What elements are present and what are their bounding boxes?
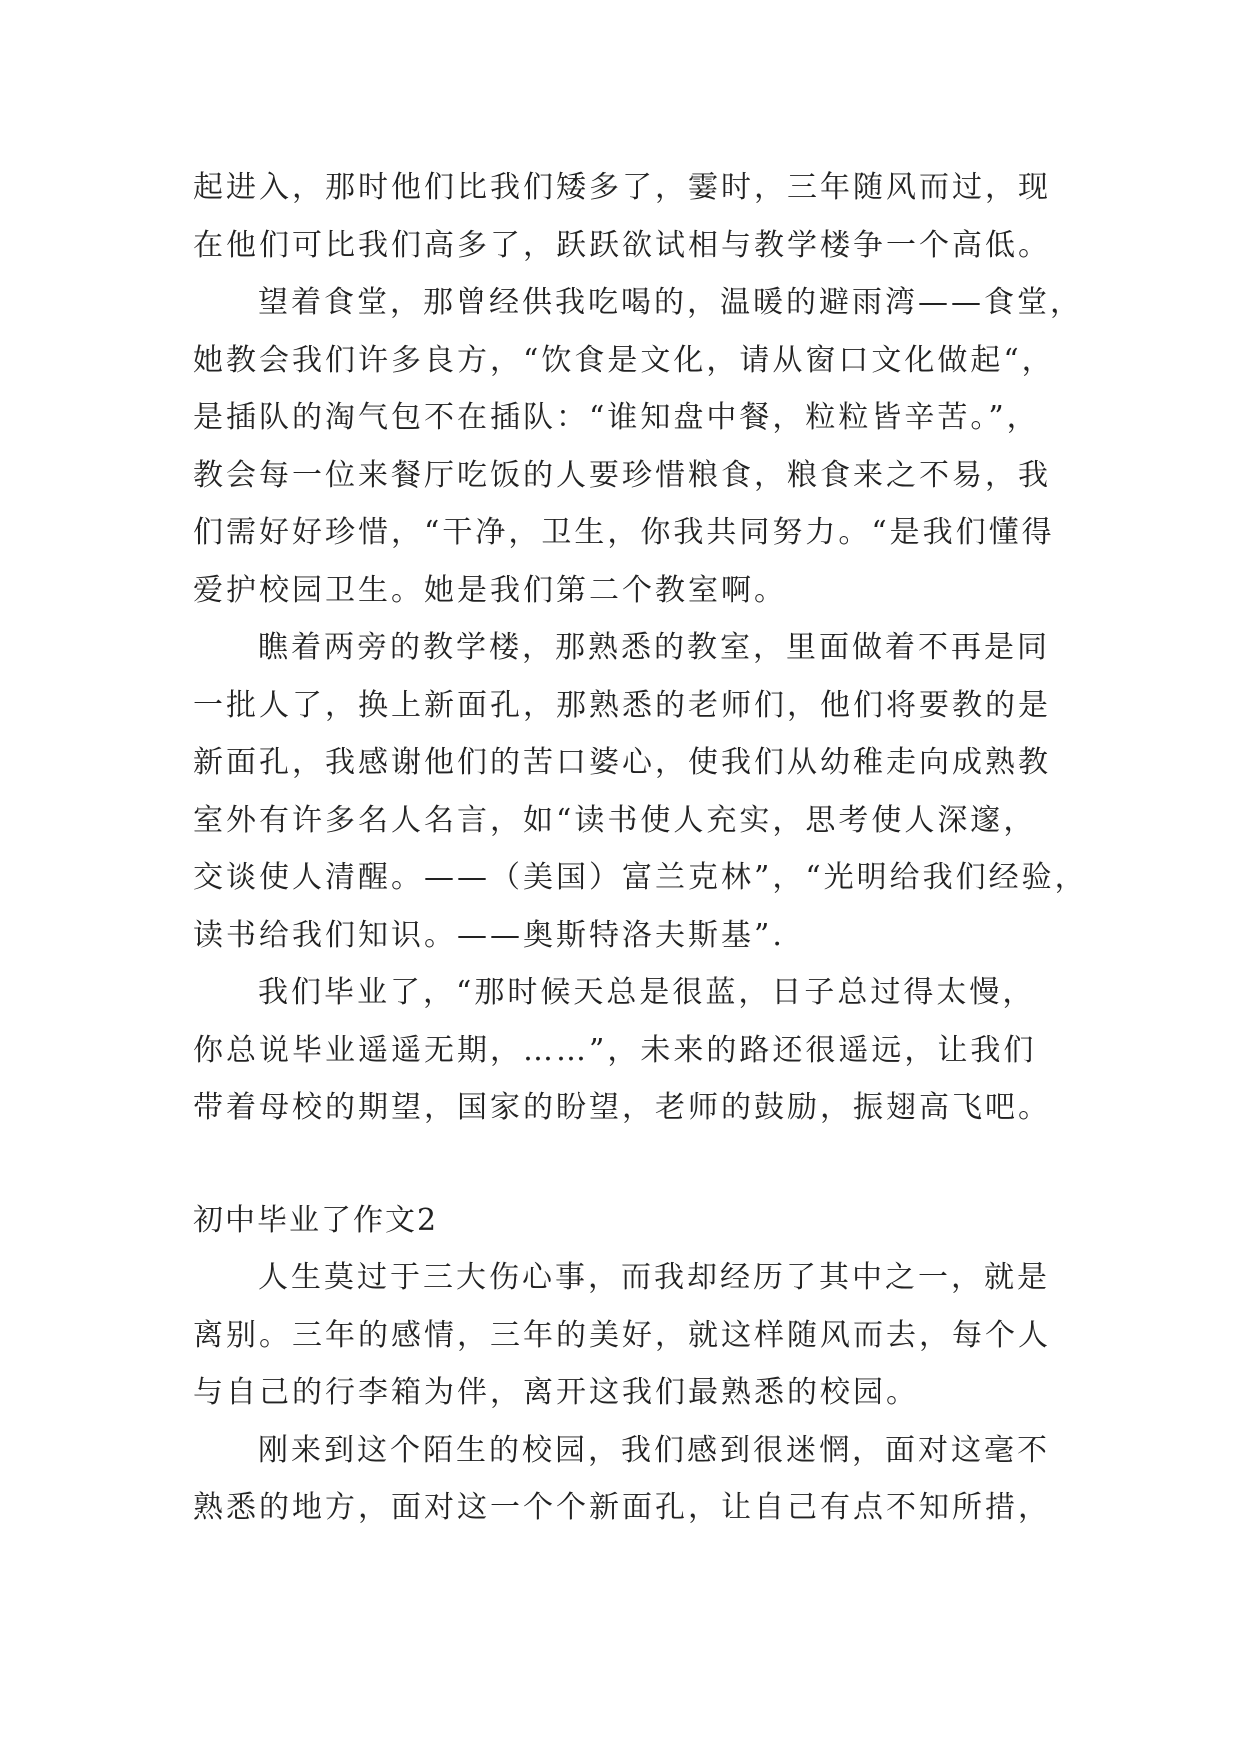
text-line: 你总说毕业遥遥无期，……”，未来的路还很遥远，让我们 [193, 1033, 1037, 1068]
section-heading: 初中毕业了作文2 [193, 1203, 439, 1238]
text-line: 带着母校的期望，国家的盼望，老师的鼓励，振翅高飞吧。 [193, 1090, 1051, 1125]
text-line: 读书给我们知识。——奥斯特洛夫斯基”. [193, 918, 785, 953]
text-line: 望着食堂，那曾经供我吃喝的，温暖的避雨湾——食堂， [258, 285, 1083, 320]
text-line: 人生莫过于三大伤心事，而我却经历了其中之一，就是 [258, 1260, 1050, 1295]
text-line: 室外有许多名人名言，如“读书使人充实，思考使人深邃， [193, 803, 1037, 838]
text-line: 在他们可比我们高多了，跃跃欲试相与教学楼争一个高低。 [193, 228, 1051, 263]
text-line: 一批人了，换上新面孔，那熟悉的老师们，他们将要教的是 [193, 688, 1051, 723]
text-line: 与自己的行李箱为伴，离开这我们最熟悉的校园。 [193, 1375, 919, 1410]
text-line: 我们毕业了，“那时候天总是很蓝，日子总过得太慢， [258, 975, 1036, 1010]
text-line: 教会每一位来餐厅吃饭的人要珍惜粮食，粮食来之不易，我 [193, 458, 1051, 493]
text-line: 瞧着两旁的教学楼，那熟悉的教室，里面做着不再是同 [258, 630, 1050, 665]
text-line: 她教会我们许多良方，“饮食是文化，请从窗口文化做起“， [193, 343, 1055, 378]
text-line: 刚来到这个陌生的校园，我们感到很迷惘，面对这毫不 [258, 1433, 1050, 1468]
text-line: 们需好好珍惜，“干净，卫生，你我共同努力。“是我们懂得 [193, 515, 1055, 550]
text-line: 新面孔，我感谢他们的苦口婆心，使我们从幼稚走向成熟教 [193, 745, 1051, 780]
text-line: 是插队的淘气包不在插队：“谁知盘中餐，粒粒皆辛苦。”， [193, 400, 1040, 435]
text-line: 交谈使人清醒。——（美国）富兰克林”，“光明给我们经验， [193, 860, 1088, 895]
text-line: 爱护校园卫生。她是我们第二个教室啊。 [193, 573, 787, 608]
text-line: 离别。三年的感情，三年的美好，就这样随风而去，每个人 [193, 1318, 1051, 1353]
text-line: 起进入，那时他们比我们矮多了，霎时，三年随风而过，现 [193, 170, 1051, 205]
text-line: 熟悉的地方，面对这一个个新面孔，让自己有点不知所措， [193, 1490, 1051, 1525]
